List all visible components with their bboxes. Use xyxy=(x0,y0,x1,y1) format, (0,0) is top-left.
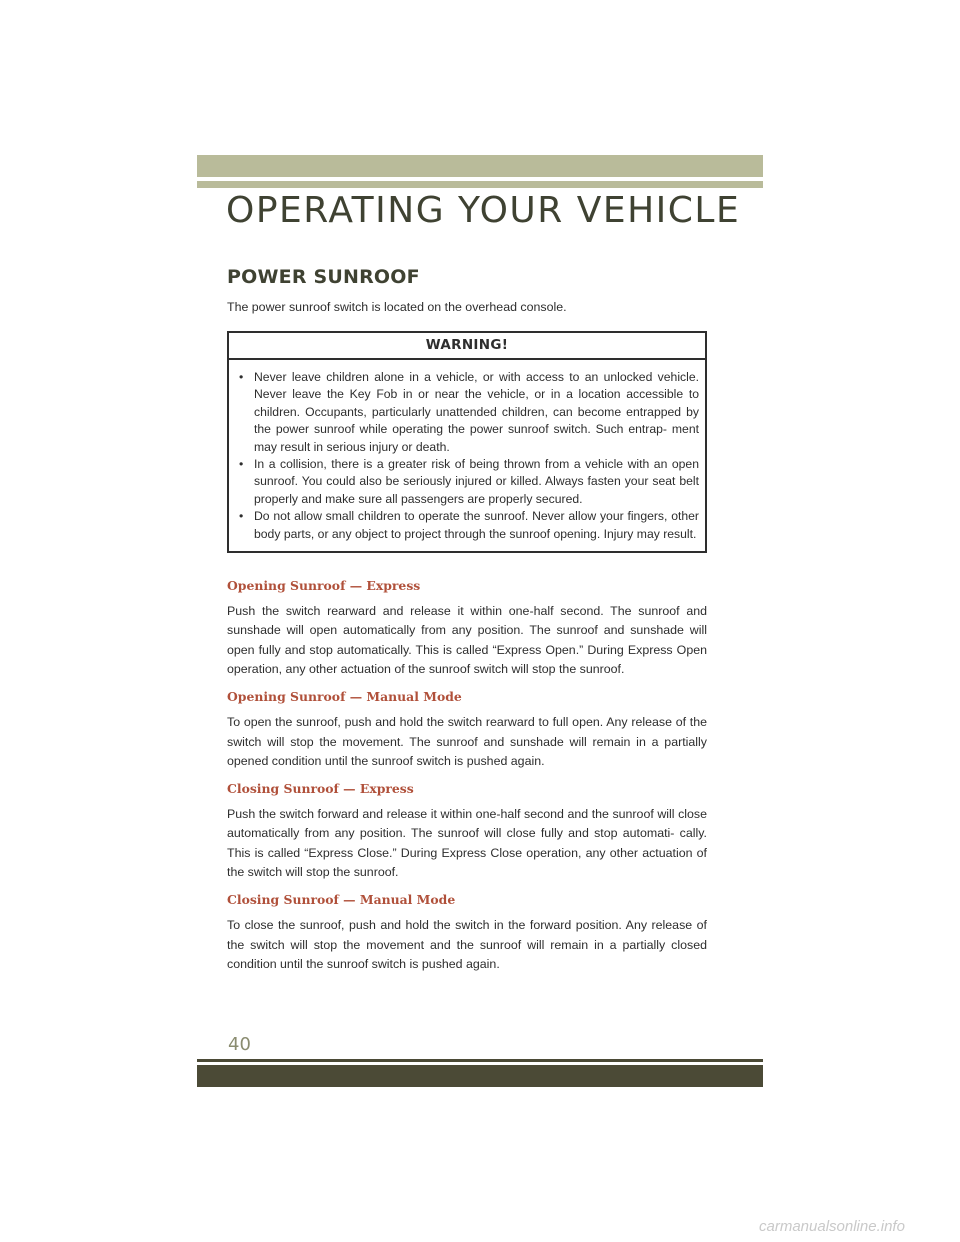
footer-band xyxy=(197,1065,763,1087)
subheading-closing-manual: Closing Sunroof — Manual Mode xyxy=(227,892,456,908)
bullet-icon: • xyxy=(239,509,244,524)
page-content xyxy=(227,266,707,984)
paragraph-opening-manual: To open the sunroof, push and hold the switch rearward to full open. Any release of the switch will stop the movement. The sunroof and sunshade will remain in a partially opened condition until the sunroof switch is pushed again. xyxy=(227,715,707,768)
warning-item-text: Never leave children alone in a vehicle, or with access to an unlocked vehicle. Never leave the Key Fob in or near the vehicle, or in a location accessible to children. Occupants, particularly unattended children, can become entrapped by the power sunroof while operating the power sunroof switch. Such entrap- ment may result in serious injury or death. xyxy=(254,370,699,454)
paragraph-closing-manual: To close the sunroof, push and hold the switch in the forward position. Any release of the switch will stop the movement and the sunroof will remain in a partially closed condition until the sunroof switch is pushed again. xyxy=(227,918,707,971)
header-band-line xyxy=(197,181,763,188)
subheading-opening-manual: Opening Sunroof — Manual Mode xyxy=(227,689,462,705)
warning-box xyxy=(227,331,707,553)
footer-band-line xyxy=(197,1059,763,1062)
warning-item xyxy=(239,369,699,456)
bullet-icon: • xyxy=(239,370,244,384)
page-heading: POWER SUNROOF xyxy=(227,266,420,288)
warning-title: WARNING! xyxy=(229,333,705,360)
warning-item xyxy=(239,456,699,508)
section-title: OPERATING YOUR VEHICLE xyxy=(226,190,741,231)
watermark-link[interactable]: carmanualsonline.info xyxy=(759,1218,905,1235)
paragraph-opening-express: Push the switch rearward and release it within one-half second. The sunroof and sunshade will open automatically from any position. The sunroof and sunshade will open fully and stop automatically. This is called “Express Open.” During Express Open operation, any other actuation of the sunroof switch will stop the sunroof. xyxy=(227,604,707,676)
warning-list xyxy=(229,360,705,551)
page-number: 40 xyxy=(228,1034,251,1055)
subheading-closing-express: Closing Sunroof — Express xyxy=(227,781,414,797)
warning-item-text: Do not allow small children to operate the sunroof. Never allow your fingers, other body parts, or any object to project through the sunroof opening. Injury may result. xyxy=(254,509,699,541)
bullet-icon: • xyxy=(239,457,244,472)
intro-text: The power sunroof switch is located on the overhead console. xyxy=(227,300,567,314)
subheading-opening-express: Opening Sunroof — Express xyxy=(227,578,421,594)
warning-item xyxy=(239,508,699,543)
paragraph-closing-express: Push the switch forward and release it within one-half second and the sunroof will close automatically from any position. The sunroof will close fully and stop automati- cally. This is called “Express Close.” During Express Close operation, any other actuation of the switch will stop the sunroof. xyxy=(227,807,707,880)
header-band xyxy=(197,155,763,177)
warning-item-text: In a collision, there is a greater risk of being thrown from a vehicle with an open sunroof. You could also be seriously injured or killed. Always fasten your seat belt properly and make sure all passengers are properly secured. xyxy=(254,457,699,506)
